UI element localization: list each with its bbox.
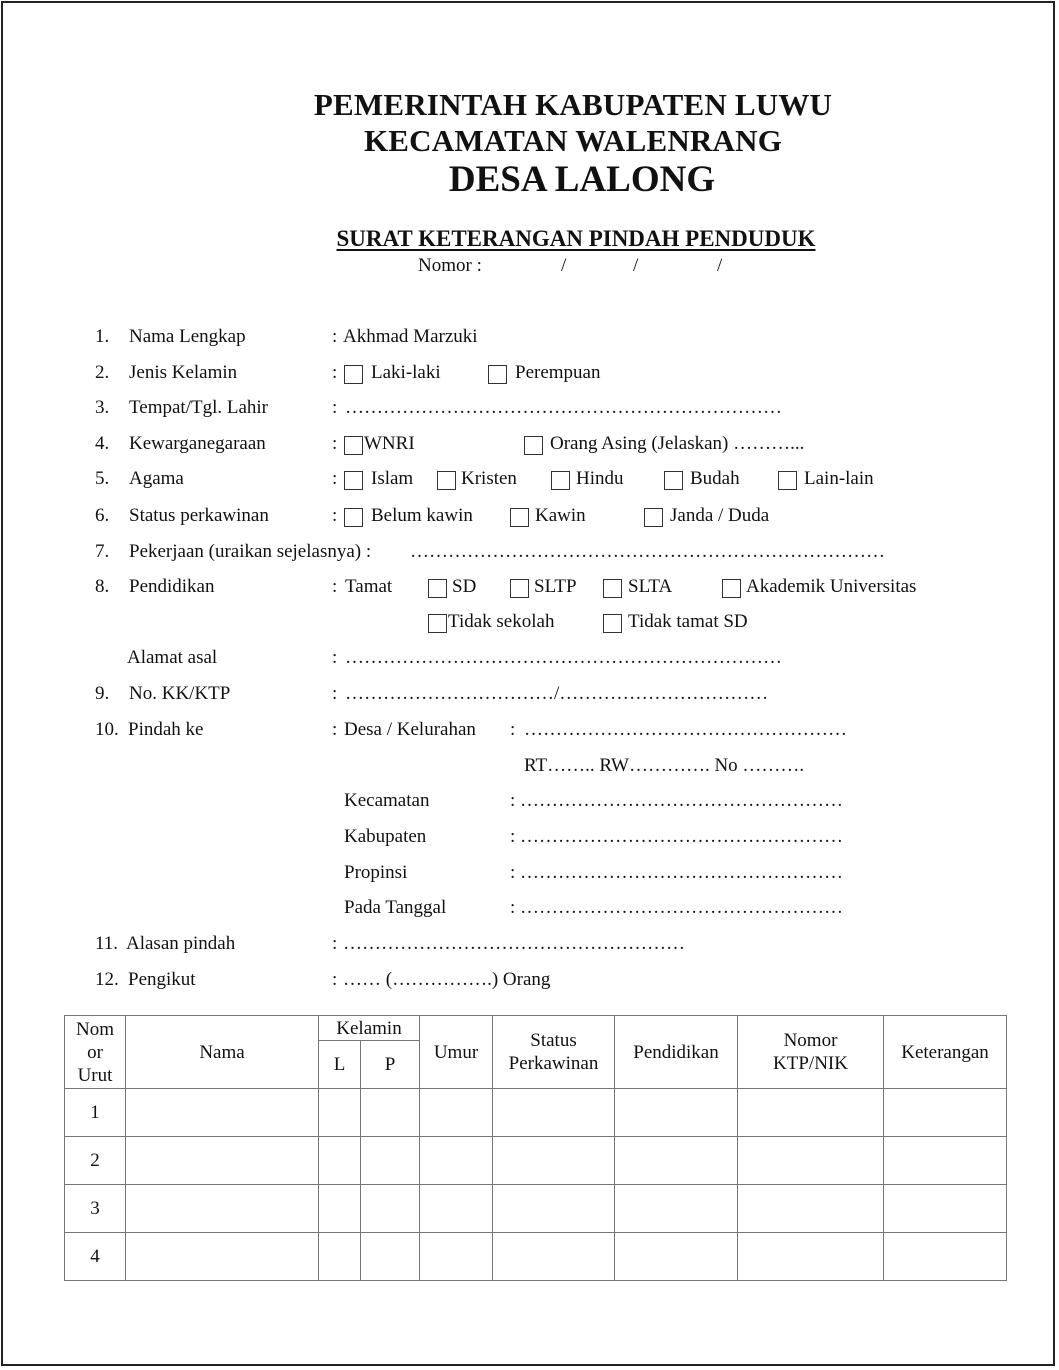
header-ktp-line: Nomor	[783, 1030, 838, 1051]
option-wnri: WNRI	[364, 433, 415, 454]
cell-nama[interactable]	[126, 1185, 319, 1233]
header-kecamatan: KECAMATAN WALENRANG	[363, 123, 783, 158]
cell-pendidikan[interactable]	[615, 1233, 738, 1281]
option-islam: Islam	[371, 468, 414, 489]
row-number: 4	[65, 1233, 126, 1281]
table-row	[65, 1185, 1007, 1233]
cell-nama[interactable]	[126, 1089, 319, 1137]
header-status-line: Perkawinan	[508, 1053, 599, 1074]
field-number: 9.	[95, 683, 110, 704]
checkbox-sd[interactable]	[428, 579, 447, 598]
cell-p[interactable]	[361, 1185, 420, 1233]
colon: :	[510, 862, 516, 883]
checkbox-kristen[interactable]	[437, 471, 456, 490]
option-akademik-universitas: Akademik Universitas	[746, 576, 917, 597]
agama-label: Agama	[129, 468, 184, 489]
kewarganegaraan-label: Kewarganegaraan	[129, 433, 266, 454]
pengikut-table	[64, 1015, 1007, 1281]
colon: :	[510, 826, 516, 847]
colon: :	[332, 505, 338, 526]
checkbox-budah[interactable]	[664, 471, 683, 490]
nama-value[interactable]: Akhmad Marzuki	[343, 326, 478, 347]
checkbox-islam[interactable]	[344, 471, 363, 490]
checkbox-orang-asing[interactable]	[524, 436, 543, 455]
field-number: 7.	[95, 541, 110, 562]
header-nomor-urut	[65, 1016, 126, 1089]
header-p: P	[361, 1041, 420, 1089]
cell-pendidikan[interactable]	[615, 1185, 738, 1233]
cell-status[interactable]	[493, 1185, 615, 1233]
option-tidak-sekolah: Tidak sekolah	[448, 611, 555, 632]
option-sltp: SLTP	[534, 576, 577, 597]
checkbox-akademik-universitas[interactable]	[722, 579, 741, 598]
cell-l[interactable]	[319, 1089, 361, 1137]
table-row	[65, 1089, 1007, 1137]
checkbox-belum-kawin[interactable]	[344, 508, 363, 527]
option-tidak-tamat-sd: Tidak tamat SD	[628, 611, 748, 632]
alamat-asal-field[interactable]: ……………………………………………………………	[345, 647, 782, 668]
cell-status[interactable]	[493, 1137, 615, 1185]
cell-l[interactable]	[319, 1185, 361, 1233]
checkbox-slta[interactable]	[603, 579, 622, 598]
alasan-pindah-label: Alasan pindah	[126, 933, 236, 954]
cell-umur[interactable]	[420, 1089, 493, 1137]
cell-nama[interactable]	[126, 1137, 319, 1185]
cell-ktp[interactable]	[738, 1185, 884, 1233]
header-ktp-line: KTP/NIK	[773, 1053, 848, 1074]
header-pendidikan: Pendidikan	[615, 1016, 738, 1089]
pendidikan-label: Pendidikan	[129, 576, 215, 597]
propinsi-label: Propinsi	[344, 862, 408, 883]
status-perkawinan-label: Status perkawinan	[129, 505, 269, 526]
cell-keterangan[interactable]	[884, 1137, 1007, 1185]
field-number: 5.	[95, 468, 110, 489]
cell-keterangan[interactable]	[884, 1185, 1007, 1233]
colon: :	[332, 683, 338, 704]
nama-label: Nama Lengkap	[129, 326, 246, 347]
checkbox-wnri[interactable]	[344, 436, 363, 455]
cell-p[interactable]	[361, 1233, 420, 1281]
checkbox-janda-duda[interactable]	[644, 508, 663, 527]
kecamatan-field[interactable]: ……………………………………………	[520, 790, 843, 811]
option-belum-kawin: Belum kawin	[371, 505, 473, 526]
cell-ktp[interactable]	[738, 1089, 884, 1137]
row-number: 2	[65, 1137, 126, 1185]
jenis-kelamin-label: Jenis Kelamin	[129, 362, 238, 383]
checkbox-perempuan[interactable]	[488, 365, 507, 384]
header-keterangan: Keterangan	[884, 1016, 1007, 1089]
table-row	[65, 1137, 1007, 1185]
field-number: 10.	[95, 719, 119, 740]
option-laki-laki: Laki-laki	[371, 362, 441, 383]
alamat-asal-label: Alamat asal	[127, 647, 218, 668]
colon: :	[332, 969, 338, 990]
cell-keterangan[interactable]	[884, 1089, 1007, 1137]
header-government: PEMERINTAH KABUPATEN LUWU	[313, 87, 833, 122]
header-umur: Umur	[420, 1016, 493, 1089]
colon: :	[332, 326, 338, 347]
colon: :	[332, 647, 338, 668]
checkbox-laki-laki[interactable]	[344, 365, 363, 384]
option-lain-lain: Lain-lain	[804, 468, 874, 489]
header-status-perkawinan	[493, 1016, 615, 1089]
cell-ktp[interactable]	[738, 1233, 884, 1281]
cell-p[interactable]	[361, 1137, 420, 1185]
cell-keterangan[interactable]	[884, 1233, 1007, 1281]
colon: :	[332, 933, 338, 954]
kecamatan-label: Kecamatan	[344, 790, 430, 811]
header-desa: DESA LALONG	[448, 159, 716, 200]
cell-status[interactable]	[493, 1089, 615, 1137]
colon: :	[332, 433, 338, 454]
colon: :	[510, 719, 516, 740]
header-nomor-line: Urut	[77, 1064, 113, 1086]
alasan-pindah-field[interactable]: ………………………………………………	[343, 933, 685, 954]
option-kristen: Kristen	[461, 468, 517, 489]
header-status-line: Status	[530, 1030, 577, 1051]
field-number: 11.	[95, 933, 119, 954]
field-number: 12.	[95, 969, 119, 990]
pengikut-field[interactable]: …… (…………….) Orang	[343, 969, 551, 990]
option-slta: SLTA	[628, 576, 673, 597]
pekerjaan-field[interactable]: …………………………………………………………………	[410, 541, 885, 562]
field-number: 1.	[95, 326, 110, 347]
rt-rw-no-field[interactable]: RT…….. RW…………. No ……….	[524, 755, 805, 776]
kabupaten-field[interactable]: ……………………………………………	[520, 826, 843, 847]
nomor-separator: /	[633, 255, 639, 276]
header-nomor-ktp-nik	[738, 1016, 884, 1089]
header-l: L	[319, 1041, 361, 1089]
option-janda-duda: Janda / Duda	[670, 505, 770, 526]
tempat-tgl-lahir-field[interactable]: ……………………………………………………………	[345, 397, 782, 418]
colon: :	[332, 362, 338, 383]
cell-status[interactable]	[493, 1233, 615, 1281]
cell-nama[interactable]	[126, 1233, 319, 1281]
kabupaten-label: Kabupaten	[344, 826, 427, 847]
colon: :	[332, 719, 338, 740]
cell-umur[interactable]	[420, 1233, 493, 1281]
cell-ktp[interactable]	[738, 1137, 884, 1185]
header-nomor-line: or	[87, 1041, 103, 1063]
table-row	[65, 1233, 1007, 1281]
option-budah: Budah	[690, 468, 740, 489]
nomor-label: Nomor :	[418, 255, 482, 276]
checkbox-kawin[interactable]	[510, 508, 529, 527]
colon: :	[332, 576, 338, 597]
cell-l[interactable]	[319, 1137, 361, 1185]
row-number: 3	[65, 1185, 126, 1233]
row-number: 1	[65, 1089, 126, 1137]
option-hindu: Hindu	[576, 468, 624, 489]
nomor-separator: /	[561, 255, 567, 276]
desa-kelurahan-field[interactable]: ……………………………………………	[524, 719, 847, 740]
checkbox-sltp[interactable]	[510, 579, 529, 598]
colon: :	[332, 468, 338, 489]
pada-tanggal-label: Pada Tanggal	[344, 897, 447, 918]
header-nama: Nama	[126, 1016, 319, 1089]
cell-pendidikan[interactable]	[615, 1089, 738, 1137]
pekerjaan-label: Pekerjaan (uraikan sejelasnya) :	[129, 541, 372, 562]
cell-l[interactable]	[319, 1233, 361, 1281]
nomor-separator: /	[717, 255, 723, 276]
option-orang-asing: Orang Asing (Jelaskan) ………...	[550, 433, 805, 454]
pendidikan-prefix: Tamat	[345, 576, 393, 597]
tempat-tgl-lahir-label: Tempat/Tgl. Lahir	[129, 397, 269, 418]
header-kelamin: Kelamin	[319, 1016, 420, 1041]
field-number: 2.	[95, 362, 110, 383]
field-number: 4.	[95, 433, 110, 454]
field-number: 3.	[95, 397, 110, 418]
colon: :	[332, 397, 338, 418]
header-nomor-line: Nom	[76, 1018, 114, 1040]
checkbox-hindu[interactable]	[551, 471, 570, 490]
option-sd: SD	[452, 576, 477, 597]
pada-tanggal-field[interactable]: ……………………………………………	[520, 897, 843, 918]
document-title: SURAT KETERANGAN PINDAH PENDUDUK	[336, 226, 816, 251]
option-kawin: Kawin	[535, 505, 586, 526]
checkbox-tidak-tamat-sd[interactable]	[603, 614, 622, 633]
no-kk-ktp-field[interactable]: ……………………………/……………………………	[345, 683, 769, 704]
colon: :	[510, 897, 516, 918]
checkbox-tidak-sekolah[interactable]	[428, 614, 447, 633]
cell-p[interactable]	[361, 1089, 420, 1137]
checkbox-lain-lain[interactable]	[778, 471, 797, 490]
cell-umur[interactable]	[420, 1185, 493, 1233]
propinsi-field[interactable]: ……………………………………………	[520, 862, 843, 883]
cell-umur[interactable]	[420, 1137, 493, 1185]
colon: :	[510, 790, 516, 811]
field-number: 8.	[95, 576, 110, 597]
pindah-ke-label: Pindah ke	[128, 719, 204, 740]
field-number: 6.	[95, 505, 110, 526]
desa-kelurahan-label: Desa / Kelurahan	[344, 719, 476, 740]
option-perempuan: Perempuan	[515, 362, 601, 383]
cell-pendidikan[interactable]	[615, 1137, 738, 1185]
no-kk-ktp-label: No. KK/KTP	[129, 683, 231, 704]
pengikut-label: Pengikut	[128, 969, 196, 990]
